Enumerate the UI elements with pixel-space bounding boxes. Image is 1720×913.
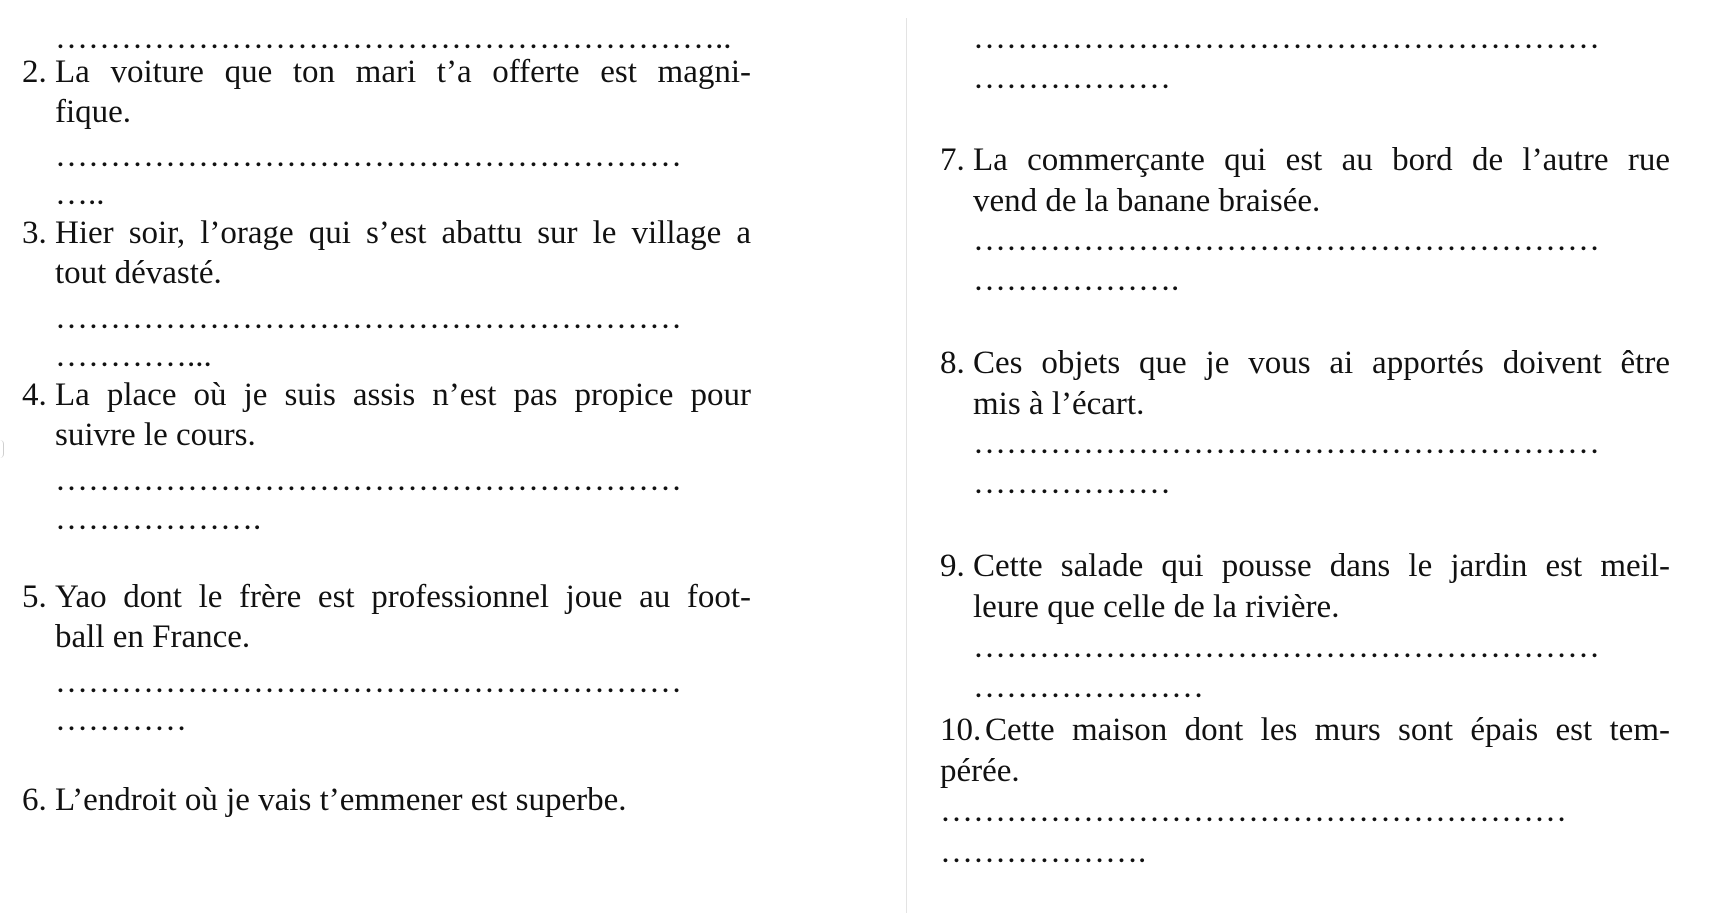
- item-text-line: pérée.: [940, 753, 1020, 789]
- answer-line: …………………………………………………: [973, 20, 1600, 56]
- item-number: 6.: [22, 782, 47, 818]
- answer-line: …………………: [973, 669, 1204, 705]
- item-number: 4.: [22, 377, 47, 413]
- item-number: 9.: [940, 548, 965, 584]
- item-text-line: suivre le cours.: [55, 417, 256, 453]
- item-text-line: mis à l’écart.: [973, 386, 1145, 422]
- item-text-line: leure que celle de la rivière.: [973, 589, 1340, 625]
- item-text-line: La commerçante qui est au bord de l’autre rue: [973, 142, 1670, 178]
- answer-line: ………………: [973, 60, 1171, 96]
- answer-line: …..: [55, 176, 105, 212]
- item-text-line: Ces objets que je vous ai apportés doivent être: [973, 345, 1670, 381]
- answer-line: …………...: [55, 338, 212, 374]
- answer-line: ……………….: [940, 834, 1147, 870]
- answer-line: …………: [55, 702, 187, 738]
- answer-line: …………………………………………………: [55, 462, 682, 498]
- answer-line: …………………………………………………: [973, 425, 1600, 461]
- item-text-line: Cette salade qui pousse dans le jardin est meil-: [973, 548, 1670, 584]
- item-text-line: tout dévasté.: [55, 255, 222, 291]
- item-number: 8.: [940, 345, 965, 381]
- item-number: 10.: [940, 712, 982, 748]
- item-text-line: fique.: [55, 94, 132, 130]
- answer-line: …………………………………………………: [55, 664, 682, 700]
- page-edge-mark: [0, 440, 4, 458]
- answer-line: ……………….: [55, 501, 262, 537]
- item-number: 2.: [22, 54, 47, 90]
- item-text-line: L’endroit où je vais t’emmener est superbe.: [55, 782, 627, 818]
- item-text-line: Cette maison dont les murs sont épais est tem-: [985, 712, 1670, 748]
- item-text-line: vend de la banane braisée.: [973, 183, 1321, 219]
- answer-line: …………………………………………………: [973, 222, 1600, 258]
- answer-line: ………………: [973, 465, 1171, 501]
- item-number: 5.: [22, 579, 47, 615]
- item-text-line: La voiture que ton mari t’a offerte est magni-: [55, 54, 751, 90]
- item-text-line: Yao dont le frère est professionnel joue au foot-: [55, 579, 751, 615]
- answer-line: …………………………………………………: [973, 629, 1600, 665]
- answer-line: ……………………………………………………..: [55, 20, 732, 56]
- answer-line: …………………………………………………: [940, 793, 1567, 829]
- item-text-line: Hier soir, l’orage qui s’est abattu sur le village a: [55, 215, 751, 251]
- item-number: 7.: [940, 142, 965, 178]
- item-text-line: ball en France.: [55, 619, 251, 655]
- answer-line: ……………….: [973, 262, 1180, 298]
- answer-line: …………………………………………………: [55, 138, 682, 174]
- column-divider: [906, 18, 907, 913]
- answer-line: …………………………………………………: [55, 300, 682, 336]
- item-number: 3.: [22, 215, 47, 251]
- item-text-line: La place où je suis assis n’est pas propice pour: [55, 377, 751, 413]
